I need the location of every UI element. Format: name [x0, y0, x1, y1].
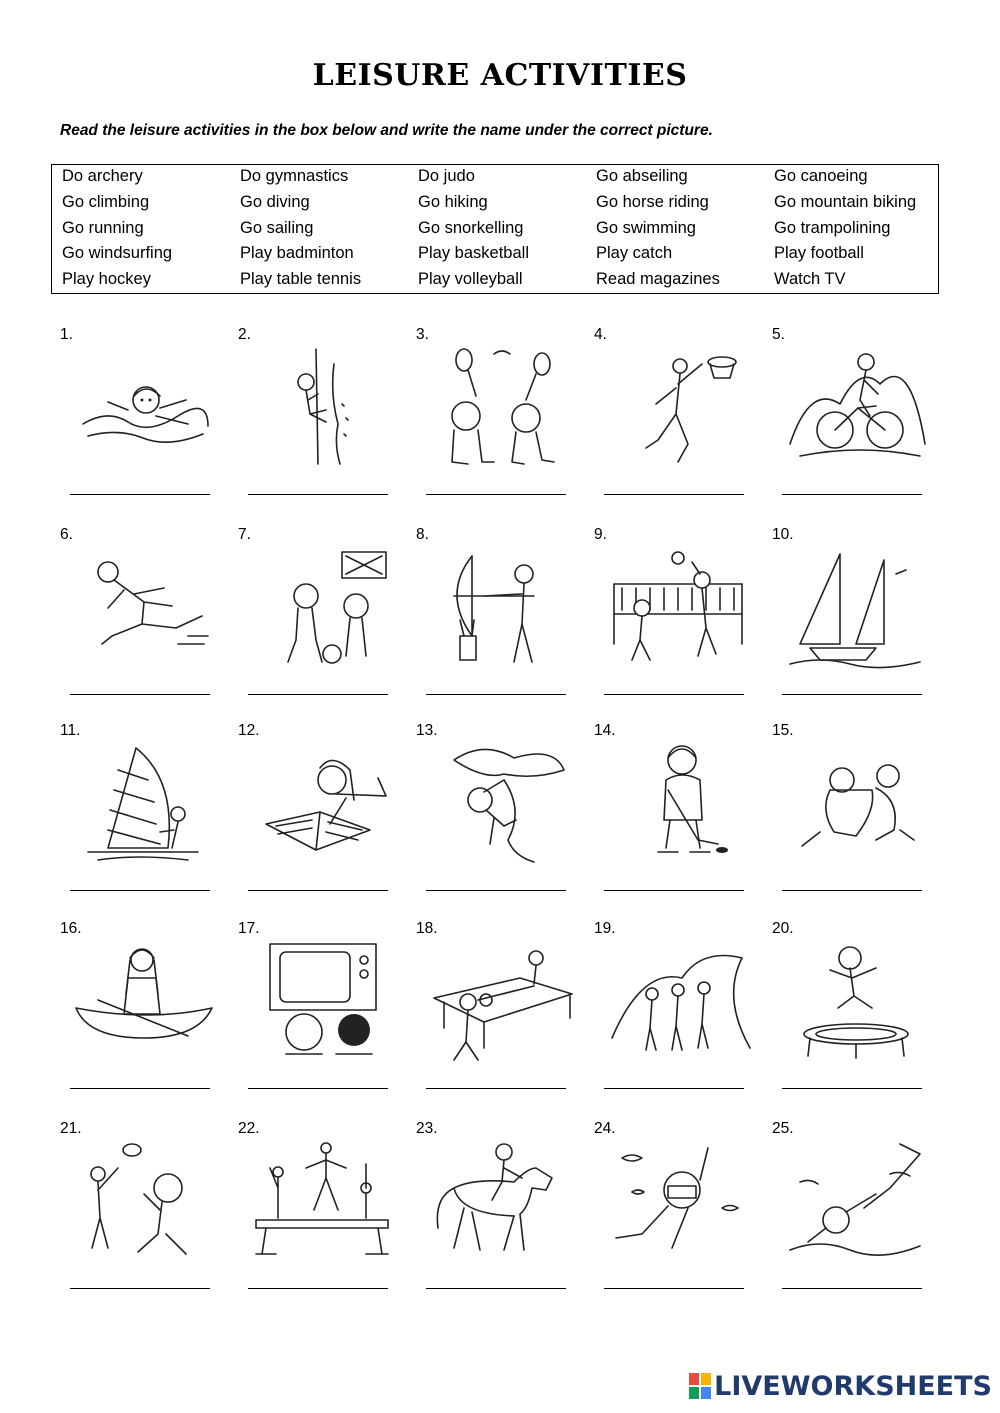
word-box-item: Go diving — [240, 192, 310, 211]
word-box-item: Go hiking — [418, 192, 488, 211]
answer-line[interactable] — [426, 1088, 566, 1089]
logo-icon — [689, 1373, 711, 1399]
item-number: 17. — [238, 920, 260, 937]
word-box-item: Go swimming — [596, 218, 696, 237]
item-number: 11. — [60, 722, 81, 739]
logo-text: LIVEWORKSHEETS — [714, 1370, 992, 1402]
archery-icon — [424, 544, 574, 672]
windsurfing-icon — [68, 740, 218, 868]
word-box-item: Go canoeing — [774, 167, 868, 185]
canoeing-icon — [68, 938, 218, 1066]
picture-item — [594, 326, 772, 516]
picture-item — [594, 920, 772, 1110]
picture-item — [416, 722, 594, 912]
word-box-item: Go sailing — [240, 218, 314, 237]
basketball-icon — [602, 344, 752, 472]
item-number: 19. — [594, 920, 616, 937]
hockey-icon — [602, 740, 752, 868]
answer-line[interactable] — [248, 494, 388, 495]
climbing-icon — [424, 740, 574, 868]
picture-item — [416, 526, 594, 716]
catch-icon — [68, 1138, 218, 1266]
picture-item — [238, 920, 416, 1110]
item-number: 13. — [416, 722, 438, 739]
word-box-item: Go running — [62, 218, 144, 237]
running-icon — [68, 544, 218, 672]
word-box-item: Go climbing — [62, 192, 150, 211]
picture-item — [594, 1120, 772, 1310]
picture-item — [772, 722, 950, 912]
answer-line[interactable] — [782, 694, 922, 695]
answer-line[interactable] — [426, 694, 566, 695]
item-number: 24. — [594, 1120, 616, 1137]
answer-line[interactable] — [248, 1288, 388, 1289]
picture-item — [238, 526, 416, 716]
word-box-item: Go snorkelling — [418, 218, 524, 237]
answer-line[interactable] — [70, 890, 210, 891]
reading-magazines-icon — [246, 740, 396, 868]
picture-item — [416, 920, 594, 1110]
item-number: 2. — [238, 326, 251, 343]
item-number: 10. — [772, 526, 794, 543]
answer-line[interactable] — [604, 694, 744, 695]
picture-item — [416, 326, 594, 516]
table-tennis-icon — [424, 938, 574, 1066]
picture-item — [60, 526, 238, 716]
swimming-icon — [68, 344, 218, 472]
item-number: 4. — [594, 326, 607, 343]
word-box-item: Play table tennis — [240, 270, 362, 289]
item-number: 25. — [772, 1120, 794, 1137]
item-number: 12. — [238, 722, 260, 739]
word-box-item: Go mountain biking — [774, 192, 917, 211]
item-number: 8. — [416, 526, 429, 543]
answer-line[interactable] — [604, 494, 744, 495]
picture-item — [594, 722, 772, 912]
answer-line[interactable] — [604, 890, 744, 891]
sailing-icon — [780, 544, 930, 672]
item-number: 15. — [772, 722, 794, 739]
item-number: 6. — [60, 526, 73, 543]
word-box-item: Do judo — [418, 167, 475, 185]
picture-item — [60, 1120, 238, 1310]
answer-line[interactable] — [248, 1088, 388, 1089]
picture-item — [238, 1120, 416, 1310]
picture-item — [772, 920, 950, 1110]
answer-line[interactable] — [70, 694, 210, 695]
word-box-item: Play hockey — [62, 270, 151, 289]
liveworksheets-logo[interactable] — [689, 1369, 992, 1403]
answer-line[interactable] — [70, 1288, 210, 1289]
answer-line[interactable] — [782, 1288, 922, 1289]
answer-line[interactable] — [426, 494, 566, 495]
word-box-item: Play volleyball — [418, 270, 523, 289]
picture-item — [60, 722, 238, 912]
mountain-biking-icon — [780, 344, 930, 472]
item-number: 21. — [60, 1120, 82, 1137]
answer-line[interactable] — [70, 1088, 210, 1089]
picture-item — [238, 722, 416, 912]
badminton-icon — [424, 344, 574, 472]
word-box-item: Go windsurfing — [62, 244, 173, 263]
word-box-item: Go horse riding — [596, 192, 709, 211]
answer-line[interactable] — [782, 494, 922, 495]
word-box-item: Play basketball — [418, 244, 529, 263]
judo-icon — [780, 740, 930, 868]
snorkelling-icon — [602, 1138, 752, 1266]
item-number: 22. — [238, 1120, 260, 1137]
picture-item — [60, 920, 238, 1110]
word-box-item: Watch TV — [774, 270, 846, 289]
picture-item — [416, 1120, 594, 1310]
word-box-item: Go abseiling — [596, 167, 688, 185]
word-box-item: Play football — [774, 244, 864, 263]
horse-riding-icon — [424, 1138, 574, 1266]
item-number: 3. — [416, 326, 429, 343]
picture-item — [772, 1120, 950, 1310]
answer-line[interactable] — [604, 1288, 744, 1289]
item-number: 16. — [60, 920, 82, 937]
answer-line[interactable] — [426, 1288, 566, 1289]
picture-item — [772, 326, 950, 516]
answer-line[interactable] — [426, 890, 566, 891]
answer-line[interactable] — [782, 1088, 922, 1089]
football-icon — [246, 544, 396, 672]
answer-line[interactable] — [70, 494, 210, 495]
answer-line[interactable] — [782, 890, 922, 891]
watching-tv-icon — [246, 938, 396, 1066]
answer-line[interactable] — [248, 890, 388, 891]
word-box-item: Read magazines — [596, 270, 720, 289]
word-box-item: Go trampolining — [774, 218, 891, 237]
diving-icon — [780, 1138, 930, 1266]
hiking-icon — [602, 938, 752, 1066]
answer-line[interactable] — [248, 694, 388, 695]
item-number: 1. — [60, 326, 73, 343]
word-box-item: Play badminton — [240, 244, 354, 263]
picture-item — [594, 526, 772, 716]
abseiling-icon — [246, 344, 396, 472]
answer-line[interactable] — [604, 1088, 744, 1089]
item-number: 7. — [238, 526, 251, 543]
picture-item — [60, 326, 238, 516]
worksheet-title: LEISURE ACTIVITIES — [312, 58, 688, 93]
word-box-item: Do archery — [62, 167, 143, 185]
word-box-item: Do gymnastics — [240, 167, 349, 185]
instructions: Read the leisure activities in the box below and write the name under the correct picture. — [60, 122, 713, 139]
word-box-item: Play catch — [596, 244, 673, 263]
item-number: 20. — [772, 920, 794, 937]
volleyball-icon — [602, 544, 752, 672]
picture-item — [772, 526, 950, 716]
item-number: 14. — [594, 722, 616, 739]
word-box — [51, 164, 939, 294]
item-number: 9. — [594, 526, 607, 543]
gymnastics-icon — [246, 1138, 396, 1266]
trampolining-icon — [780, 938, 930, 1066]
item-number: 5. — [772, 326, 785, 343]
picture-item — [238, 326, 416, 516]
item-number: 23. — [416, 1120, 438, 1137]
item-number: 18. — [416, 920, 438, 937]
